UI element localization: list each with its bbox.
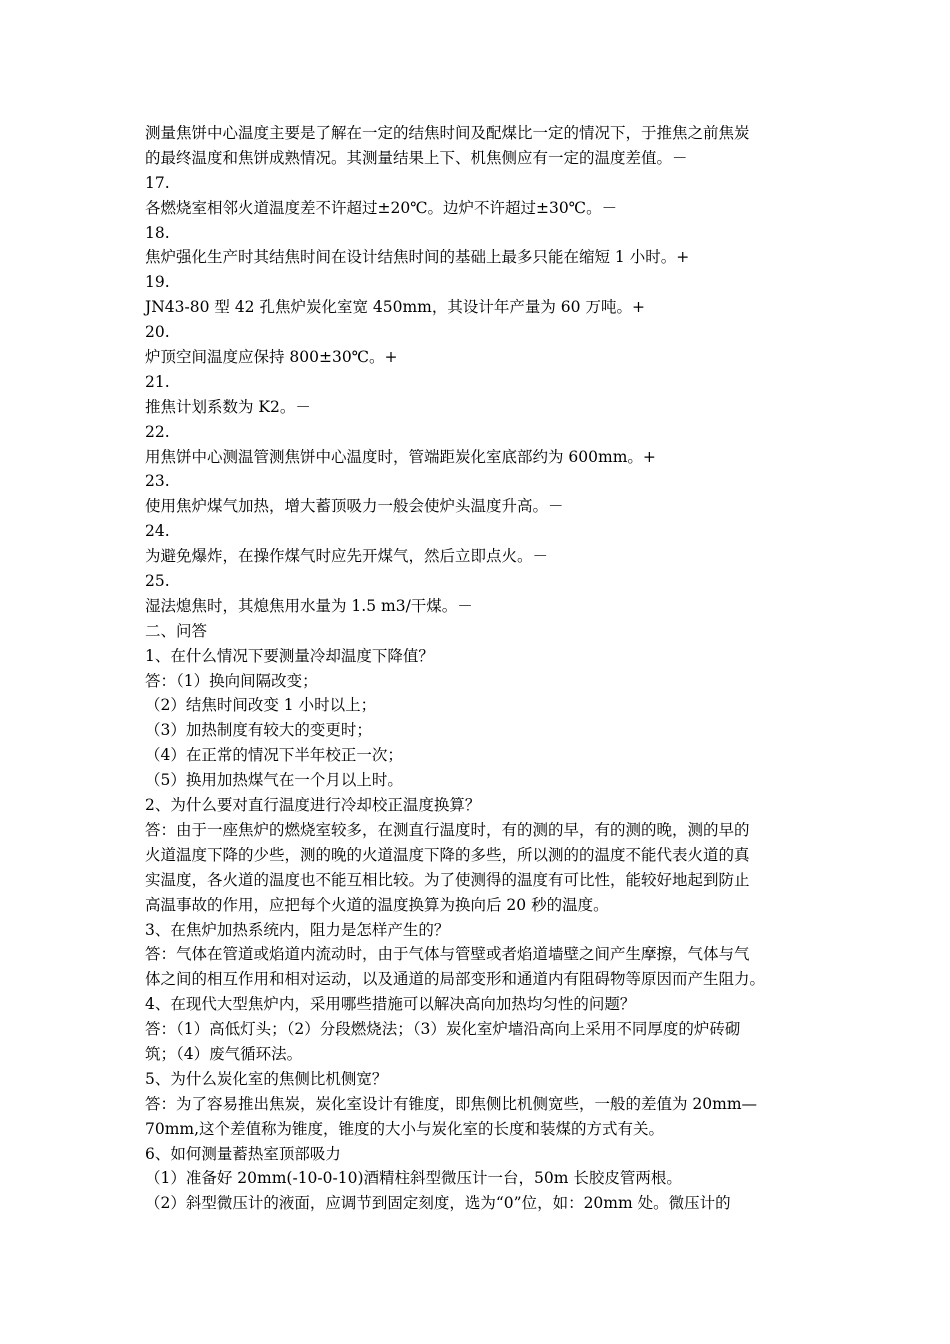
question: 5、为什么炭化室的焦侧比机侧宽？	[145, 1069, 388, 1088]
answer-line: （5）换用加热煤气在一个月以上时。	[145, 771, 403, 790]
text-line: 用焦饼中心测温管测焦饼中心温度时，管端距炭化室底部约为 600mm。+	[145, 447, 656, 466]
document-body	[145, 121, 809, 1216]
text-line: 炉顶空间温度应保持 800±30℃。+	[145, 348, 398, 367]
answer-line: 火道温度下降的少些，测的晚的火道温度下降的多些，所以测的的温度不能代表火道的真	[145, 845, 750, 864]
answer-line: 高温事故的作用，应把每个火道的温度换算为换向后 20 秒的温度。	[145, 895, 609, 914]
question-number: 25.	[145, 572, 170, 591]
question-number: 22.	[145, 422, 170, 441]
text-line: 推焦计划系数为 K2。－	[145, 397, 311, 416]
answer-line: （3）加热制度有较大的变更时；	[145, 721, 372, 740]
question-number: 20.	[145, 323, 170, 342]
text-line: 各燃烧室相邻火道温度差不许超过±20℃。边炉不许超过±30℃。－	[145, 198, 618, 217]
section-heading: 二、问答	[145, 621, 208, 640]
text-line: 使用焦炉煤气加热，增大蓄顶吸力一般会使炉头温度升高。－	[145, 497, 564, 516]
answer-line: 体之间的相互作用和相对运动，以及通道的局部变形和通道内有阻碍物等原因而产生阻力。	[145, 970, 766, 989]
question: 1、在什么情况下要测量冷却温度下降值？	[145, 646, 434, 665]
text-line: 为避免爆炸，在操作煤气时应先开煤气，然后立即点火。－	[145, 547, 549, 566]
answer-line: 答：由于一座焦炉的燃烧室较多，在测直行温度时，有的测的早，有的测的晚，测的早的	[145, 820, 750, 839]
question: 3、在焦炉加热系统内，阻力是怎样产生的？	[145, 920, 450, 939]
text-line: JN43-80 型 42 孔焦炉炭化室宽 450mm，其设计年产量为 60 万吨。+	[145, 298, 645, 317]
text-line: 焦炉强化生产时其结焦时间在设计结焦时间的基础上最多只能在缩短 1 小时。+	[145, 248, 690, 267]
answer-line: 70mm,这个差值称为锥度，锥度的大小与炭化室的长度和装煤的方式有关。	[145, 1119, 665, 1138]
question-number: 17.	[145, 173, 170, 192]
question-number: 21.	[145, 372, 170, 391]
answer-line: 答：气体在管道或焰道内流动时，由于气体与管壁或者焰道墙壁之间产生摩擦，气体与气	[145, 945, 750, 964]
answer-line: 答：（1）换向间隔改变；	[145, 671, 318, 690]
question-number: 23.	[145, 472, 170, 491]
question: 6、如何测量蓄热室顶部吸力	[145, 1144, 341, 1163]
text-line: 测量焦饼中心温度主要是了解在一定的结焦时间及配煤比一定的情况下，于推焦之前焦炭	[145, 124, 750, 142]
text-line: 的最终温度和焦饼成熟情况。其测量结果上下、机焦侧应有一定的温度差值。－	[145, 148, 688, 167]
answer-line: （4）在正常的情况下半年校正一次；	[145, 746, 403, 765]
question-number: 18.	[145, 223, 170, 242]
answer-line: 答：（1）高低灯头；（2）分段燃烧法；（3）炭化室炉墙沿高向上采用不同厚度的炉砖砌	[145, 1020, 741, 1039]
answer-line: 实温度，各火道的温度也不能互相比较。为了使测得的温度有可比性，能较好地起到防止	[145, 870, 750, 889]
question-number: 19.	[145, 273, 170, 292]
answer-line: （2）斜型微压计的液面，应调节到固定刻度，选为“0”位，如：20mm 处。微压计的	[145, 1194, 731, 1213]
answer-line: （1）准备好 20mm(-10-0-10)酒精柱斜型微压计一台，50m 长胶皮管两根。	[145, 1169, 682, 1188]
answer-line: （2）结焦时间改变 1 小时以上；	[145, 696, 377, 715]
question-number: 24.	[145, 522, 170, 541]
text-line: 湿法熄焦时，其熄焦用水量为 1.5 m3/干煤。－	[145, 596, 473, 615]
question: 4、在现代大型焦炉内，采用哪些措施可以解决高向加热均匀性的问题？	[145, 995, 636, 1014]
answer-line: 答：为了容易推出焦炭，炭化室设计有锥度，即焦侧比机侧宽些，一般的差值为 20mm—	[145, 1094, 758, 1113]
answer-line: 筑；（4）废气循环法。	[145, 1044, 303, 1063]
question: 2、为什么要对直行温度进行冷却校正温度换算？	[145, 796, 481, 815]
